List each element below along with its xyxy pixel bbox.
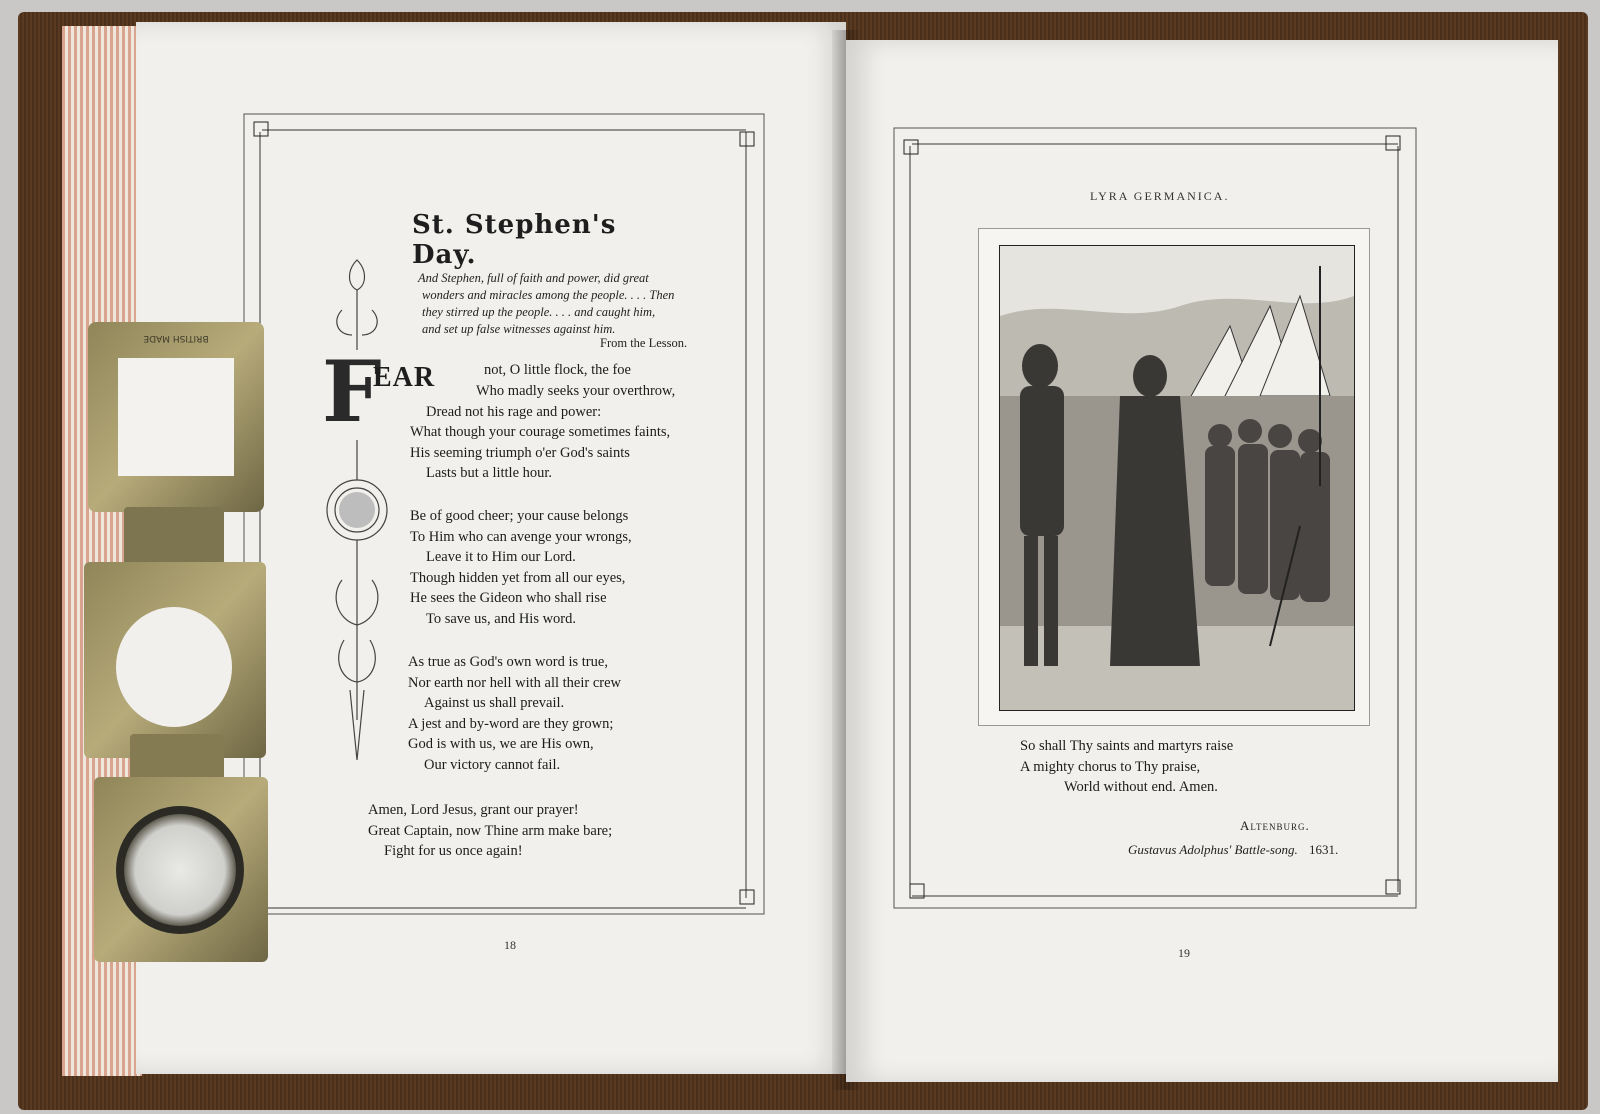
drop-cap-rest: EAR [373,362,436,393]
epigraph [418,270,718,338]
right-stanza [1020,736,1233,798]
verse-line: World without end. Amen. [1064,779,1218,795]
attribution-line [1128,842,1338,858]
stanza-3 [408,652,621,775]
verse-line: He sees the Gideon who shall rise [410,590,607,606]
verse-line: God is with us, we are His own, [408,736,594,752]
verse-line: Nor earth nor hell with all their crew [408,674,621,691]
engraving-illustration [978,228,1370,726]
verse-line: So shall Thy saints and martyrs raise [1020,738,1234,754]
verse-line: not, O little flock, the foe [484,362,631,378]
verse-line: Lasts but a little hour. [426,465,553,481]
page-number-right: 19 [1178,946,1190,960]
verse-line: Leave it to Him our Lord. [426,549,576,565]
stanza-4 [368,800,612,862]
verse-line: Amen, Lord Jesus, grant our prayer! [368,802,579,818]
epigraph-source: From the Lesson. [600,336,688,350]
page-number-left: 18 [504,938,516,952]
verse-line: Against us shall prevail. [424,695,565,711]
epigraph-line: they stirred up the people. . . . and caught him, [422,305,656,319]
verse-line: A mighty chorus to Thy praise, [1020,758,1201,775]
verse-line: What though your courage sometimes faints, [410,424,671,440]
verse-line: To Him who can avenge your wrongs, [410,528,632,545]
attribution-place: Altenburg. [1240,818,1310,833]
epigraph-line: wonders and miracles among the people. . . . Then [422,288,675,302]
drop-cap: F [322,342,382,441]
brass-magnifier [84,322,270,962]
verse-line: Though hidden yet from all our eyes, [410,569,626,586]
engraving-image [999,245,1355,711]
magnifier-engraving: BRITISH MADE [143,333,209,343]
attribution-title: Gustavus Adolphus' Battle-song. [1128,842,1298,857]
verse-line: His seeming triumph o'er God's saints [410,444,630,461]
verse-line: Great Captain, now Thine arm make bare; [368,822,613,839]
verse-line: To save us, and His word. [426,610,577,627]
verse-line: Fight for us once again! [384,843,523,859]
attribution-year: 1631. [1308,842,1339,857]
verse-line: Dread not his rage and power: [426,403,602,420]
ornamental-drop-cap-column [312,250,402,770]
verse-line: As true as God's own word is true, [408,654,608,670]
epigraph-line: And Stephen, full of faith and power, did great [418,271,649,285]
verse-line: A jest and by-word are they grown; [408,715,614,732]
stanza-1 [410,381,676,484]
epigraph-line: and set up false witnesses against him. [422,322,616,336]
running-head: LYRA GERMANICA. [1090,189,1230,203]
stanza-2 [410,506,632,629]
page-title: St. Stephen's Day. [412,210,617,270]
verse-line: Who madly seeks your overthrow, [476,383,676,399]
verse-line: Our victory cannot fail. [424,756,561,773]
verse-line: Be of good cheer; your cause belongs [410,508,629,524]
